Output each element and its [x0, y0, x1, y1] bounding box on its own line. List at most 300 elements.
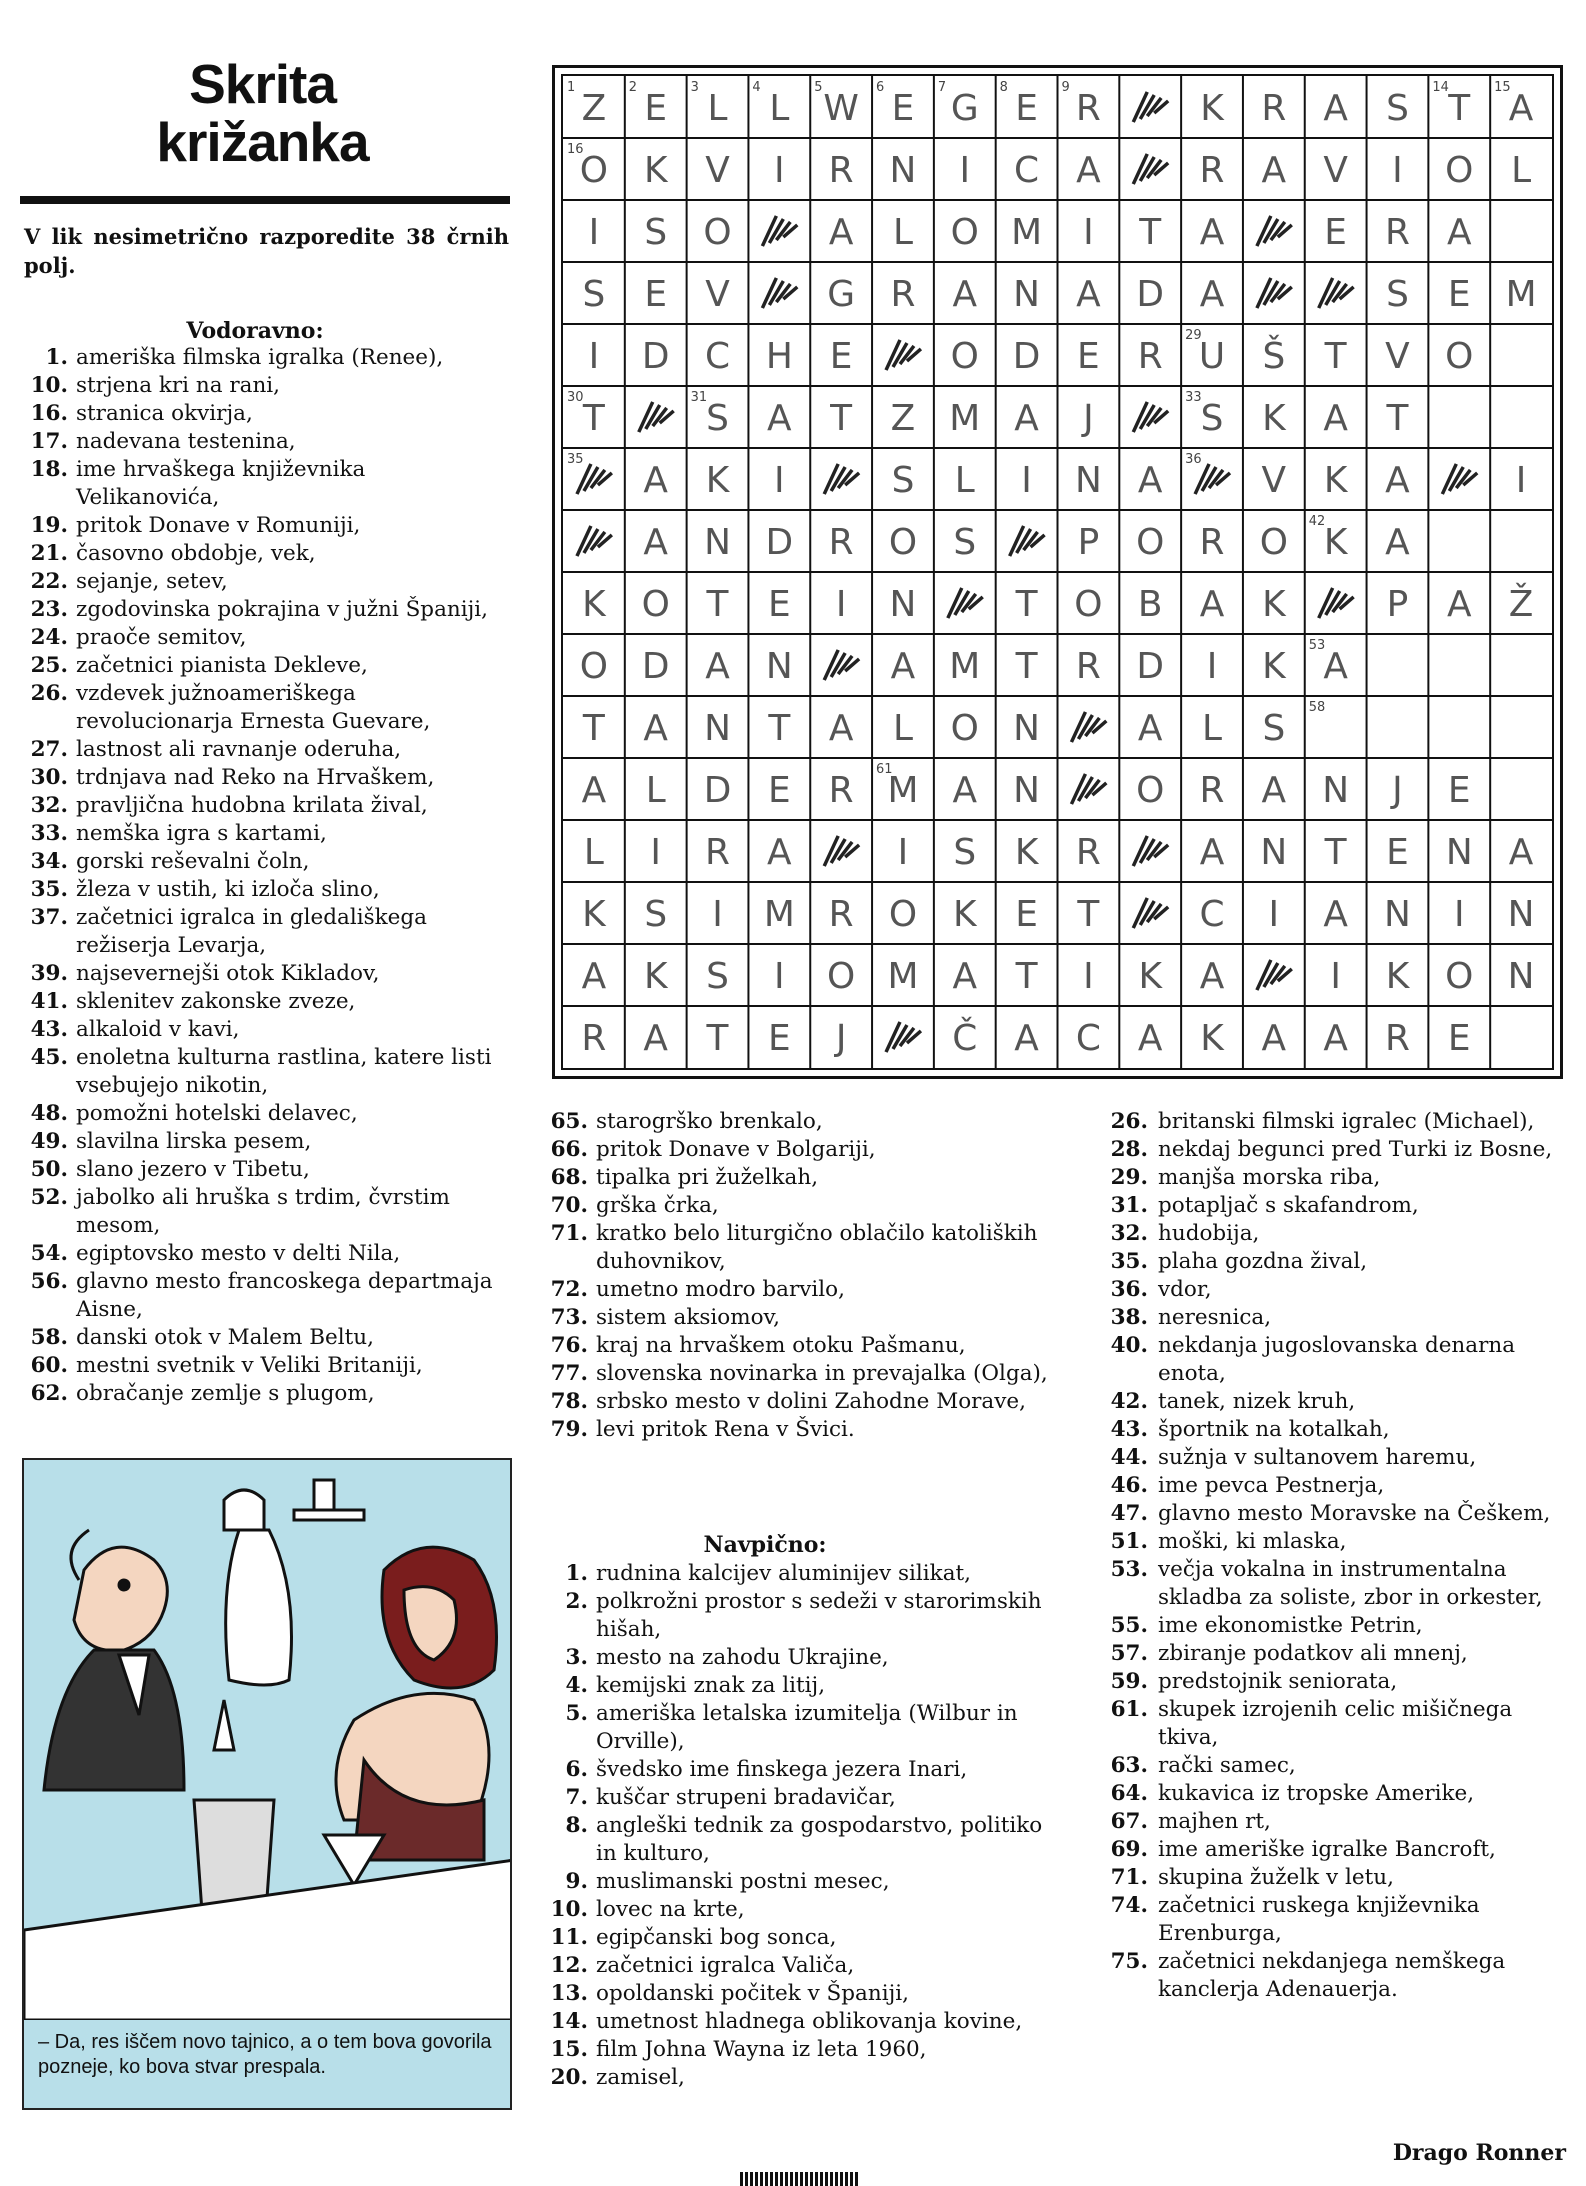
- clue-number: 34.: [30, 849, 68, 874]
- clue-item: [20, 764, 512, 792]
- clue-number: 44.: [1110, 1445, 1148, 1470]
- grid-letter: K: [1138, 955, 1162, 997]
- clue-number: 30.: [30, 765, 68, 790]
- clue-item: [1070, 1304, 1568, 1332]
- grid-letter: Z: [890, 397, 916, 439]
- grid-letter: A: [1137, 707, 1163, 749]
- grid-letter: A: [828, 707, 854, 749]
- clue-number: 47.: [1110, 1501, 1148, 1526]
- grid-number: 58: [1308, 699, 1326, 715]
- clue-text: rački samec,: [1158, 1753, 1296, 1778]
- clue-item: [20, 736, 512, 764]
- clue-item: [20, 1016, 512, 1044]
- grid-letter: N: [889, 583, 917, 625]
- clue-item: [540, 2008, 1048, 2036]
- clue-text: predstojnik seniorata,: [1158, 1669, 1398, 1694]
- clue-number: 2.: [565, 1589, 588, 1614]
- grid-letter: E: [644, 273, 668, 315]
- clue-item: [540, 2064, 1048, 2092]
- grid-letter: A: [1447, 211, 1472, 253]
- clue-number: 62.: [30, 1381, 68, 1406]
- grid-letter: E: [768, 583, 791, 625]
- clue-text: glavno mesto francoskega departmaja Aisne,: [76, 1269, 493, 1322]
- clue-item: [1070, 1808, 1568, 1836]
- clue-item: [540, 1868, 1048, 1896]
- grid-letter: W: [823, 87, 859, 129]
- clue-number: 10.: [550, 1897, 588, 1922]
- clue-item: [20, 596, 512, 624]
- clue-item: [1070, 1164, 1568, 1192]
- grid-letter: S: [706, 397, 729, 439]
- grid-letter: E: [768, 769, 791, 811]
- grid-letter: R: [1385, 1017, 1410, 1059]
- grid-letter: L: [645, 769, 666, 811]
- cartoon-caption: – Da, res iščem novo tajnico, a o tem bova govorila pozneje, ko bova stvar prespala.: [38, 2031, 492, 2078]
- clue-number: 19.: [30, 513, 68, 538]
- grid-letter: E: [644, 87, 668, 129]
- clue-number: 39.: [30, 961, 68, 986]
- grid-letter: S: [1262, 707, 1286, 749]
- clue-text: srbsko mesto v dolini Zahodne Morave,: [596, 1389, 1026, 1414]
- clue-item: [1070, 1248, 1568, 1276]
- grid-letter: Z: [581, 87, 607, 129]
- clue-text: športnik na kotalkah,: [1158, 1417, 1390, 1442]
- grid-letter: I: [1021, 459, 1032, 501]
- grid-letter: I: [835, 583, 847, 625]
- grid-letter: L: [892, 707, 913, 749]
- clue-number: 5.: [565, 1701, 588, 1726]
- clue-number: 76.: [550, 1333, 588, 1358]
- clue-text: stranica okvirja,: [76, 401, 253, 426]
- grid-letter: T: [1015, 645, 1038, 687]
- grid-letter: P: [1386, 583, 1409, 625]
- grid-number: 1: [566, 79, 576, 95]
- grid-letter: E: [829, 335, 853, 377]
- grid-letter: V: [1323, 149, 1348, 191]
- clue-number: 69.: [1110, 1837, 1148, 1862]
- grid-letter: S: [1386, 273, 1409, 315]
- grid-letter: A: [1508, 87, 1534, 129]
- clue-item: [1070, 1444, 1568, 1472]
- clue-number: 38.: [1110, 1305, 1148, 1330]
- grid-letter: A: [1199, 583, 1225, 625]
- grid-letter: T: [582, 397, 605, 439]
- clue-text: danski otok v Malem Beltu,: [76, 1325, 374, 1350]
- grid-letter: I: [1268, 893, 1280, 935]
- clue-number: 43.: [30, 1017, 68, 1042]
- grid-letter: J: [835, 1017, 847, 1059]
- grid-letter: G: [827, 273, 856, 315]
- across-heading: Vodoravno:: [186, 318, 324, 344]
- clue-text: vdor,: [1158, 1277, 1212, 1302]
- grid-letter: A: [1323, 397, 1348, 439]
- clue-number: 37.: [30, 905, 68, 930]
- clue-number: 52.: [30, 1185, 68, 1210]
- grid-letter: M: [763, 893, 795, 935]
- intro-text: V lik nesimetrično razporedite 38 črnih polj.: [24, 224, 509, 278]
- clue-text: praoče semitov,: [76, 625, 247, 650]
- clue-item: [20, 988, 512, 1016]
- clue-text: film Johna Wayna iz leta 1960,: [596, 2037, 927, 2062]
- clue-text: mestni svetnik v Veliki Britaniji,: [76, 1353, 423, 1378]
- clue-item: [1070, 1220, 1568, 1248]
- clue-number: 16.: [30, 401, 68, 426]
- grid-letter: A: [1323, 893, 1348, 935]
- grid-letter: A: [1137, 1017, 1163, 1059]
- grid-number: 6: [876, 79, 885, 95]
- clue-text: pomožni hotelski delavec,: [76, 1101, 358, 1126]
- clue-number: 72.: [550, 1277, 588, 1302]
- cartoon-drawing: [24, 1460, 512, 2020]
- clue-text: kuščar strupeni bradavičar,: [596, 1785, 896, 1810]
- grid-letter: E: [891, 87, 915, 129]
- clue-item: [20, 400, 512, 428]
- clue-text: pritok Donave v Bolgariji,: [596, 1137, 876, 1162]
- clue-number: 33.: [30, 821, 68, 846]
- clue-number: 61.: [1110, 1697, 1148, 1722]
- grid-letter: N: [1384, 893, 1411, 935]
- grid-letter: O: [579, 645, 609, 687]
- grid-letter: M: [949, 397, 981, 439]
- grid-letter: E: [1324, 211, 1347, 253]
- clue-text: švedsko ime finskega jezera Inari,: [596, 1757, 968, 1782]
- clue-number: 14.: [550, 2009, 588, 2034]
- clue-item: [20, 1100, 512, 1128]
- clue-item: [20, 512, 512, 540]
- grid-letter: A: [1323, 645, 1348, 687]
- publisher-logo: [740, 2172, 860, 2186]
- clue-number: 58.: [30, 1325, 68, 1350]
- clue-number: 53.: [1110, 1557, 1148, 1582]
- grid-letter: L: [769, 87, 790, 129]
- clue-text: kraj na hrvaškem otoku Pašmanu,: [596, 1333, 966, 1358]
- clue-number: 7.: [565, 1785, 588, 1810]
- grid-letter: I: [712, 893, 723, 935]
- grid-letter: I: [1083, 211, 1094, 253]
- clue-text: žleza v ustih, ki izloča slino,: [76, 877, 380, 902]
- grid-letter: O: [950, 211, 979, 253]
- grid-letter: A: [890, 645, 916, 687]
- grid-letter: N: [1013, 273, 1041, 315]
- grid-letter: S: [1200, 397, 1224, 439]
- clue-item: [540, 1952, 1048, 1980]
- clue-number: 65.: [550, 1109, 588, 1134]
- grid-letter: A: [643, 521, 668, 563]
- grid-letter: S: [706, 955, 729, 997]
- grid-letter: A: [1076, 273, 1101, 315]
- grid-letter: S: [953, 521, 977, 563]
- grid-letter: R: [1385, 211, 1410, 253]
- clue-text: ime ameriške igralke Bancroft,: [1158, 1837, 1496, 1862]
- clue-text: kukavica iz tropske Amerike,: [1158, 1781, 1475, 1806]
- grid-letter: R: [1199, 149, 1225, 191]
- clue-item: [540, 1784, 1048, 1812]
- clue-number: 6.: [565, 1757, 588, 1782]
- clue-text: levi pritok Rena v Švici.: [596, 1417, 855, 1442]
- grid-letter: R: [1199, 521, 1225, 563]
- clue-number: 23.: [30, 597, 68, 622]
- grid-letter: H: [765, 335, 793, 377]
- grid-letter: V: [1261, 459, 1287, 501]
- grid-letter: M: [949, 645, 981, 687]
- clue-item: [20, 568, 512, 596]
- grid-letter: A: [1137, 459, 1163, 501]
- clue-text: skupina žuželk v letu,: [1158, 1865, 1394, 1890]
- grid-number: 4: [752, 79, 761, 95]
- clue-text: zamisel,: [596, 2065, 685, 2090]
- grid-letter: A: [643, 459, 668, 501]
- clue-number: 41.: [30, 989, 68, 1014]
- clue-item: [1070, 1136, 1568, 1164]
- clue-item: [540, 1672, 1048, 1700]
- grid-letter: D: [1136, 645, 1165, 687]
- grid-letter: K: [643, 149, 668, 191]
- clue-text: nekdanja jugoslovanska denarna enota,: [1158, 1333, 1516, 1386]
- grid-letter: E: [1447, 769, 1471, 811]
- clue-number: 35.: [1110, 1249, 1148, 1274]
- clue-text: kemijski znak za litij,: [596, 1673, 826, 1698]
- grid-letter: E: [1077, 335, 1100, 377]
- grid-letter: A: [828, 211, 854, 253]
- clue-item: [540, 1924, 1048, 1952]
- clue-text: majhen rt,: [1158, 1809, 1271, 1834]
- clue-number: 60.: [30, 1353, 68, 1378]
- grid-letter: A: [581, 769, 607, 811]
- grid-letter: A: [952, 769, 978, 811]
- grid-letter: K: [705, 459, 730, 501]
- clue-number: 56.: [30, 1269, 68, 1294]
- clue-item: [20, 680, 512, 736]
- clue-number: 36.: [1110, 1277, 1148, 1302]
- grid-letter: L: [1202, 707, 1223, 749]
- clue-text: grška črka,: [596, 1193, 719, 1218]
- grid-letter: R: [1075, 87, 1101, 129]
- clue-item: [548, 1360, 1048, 1388]
- grid-letter: I: [1083, 955, 1094, 997]
- grid-number: 15: [1494, 79, 1511, 95]
- grid-letter: A: [1261, 769, 1287, 811]
- grid-number: 29: [1185, 327, 1202, 343]
- grid-letter: V: [705, 149, 730, 191]
- grid-letter: I: [774, 459, 785, 501]
- clue-item: [20, 1268, 512, 1324]
- clue-text: najsevernejši otok Kikladov,: [76, 961, 380, 986]
- clue-item: [1070, 1948, 1568, 2004]
- clue-text: egiptovsko mesto v delti Nila,: [76, 1241, 401, 1266]
- clue-text: kratko belo liturgično oblačilo katoliških duhovnikov,: [596, 1221, 1038, 1274]
- grid-letter: I: [1206, 645, 1218, 687]
- grid-letter: T: [706, 583, 729, 625]
- grid-number: 5: [814, 79, 823, 95]
- clue-item: [1070, 1388, 1568, 1416]
- clue-item: [20, 960, 512, 988]
- clue-text: nekdaj begunci pred Turki iz Bosne,: [1158, 1137, 1553, 1162]
- clue-number: 11.: [550, 1925, 588, 1950]
- clue-text: pritok Donave v Romuniji,: [76, 513, 361, 538]
- clue-number: 75.: [1110, 1949, 1148, 1974]
- clue-text: večja vokalna in instrumentalna skladba za soliste, zbor in orkester,: [1158, 1557, 1543, 1610]
- clue-item: [540, 1588, 1048, 1644]
- grid-letter: A: [1447, 583, 1472, 625]
- clue-item: [20, 540, 512, 568]
- clue-item: [1070, 1332, 1568, 1388]
- clue-item: [548, 1276, 1048, 1304]
- clue-item: [1070, 1668, 1568, 1696]
- down-clues-right: [1070, 1108, 1568, 2004]
- clue-text: starogrško brenkalo,: [596, 1109, 823, 1134]
- grid-letter: A: [581, 955, 607, 997]
- clue-text: britanski filmski igralec (Michael),: [1158, 1109, 1535, 1134]
- grid-letter: M: [887, 955, 919, 997]
- grid-letter: T: [1139, 211, 1162, 253]
- across-clues-continued: [548, 1108, 1048, 1444]
- clue-item: [1070, 1528, 1568, 1556]
- clue-text: začetnici nekdanjega nemškega kanclerja Adenauerja.: [1158, 1949, 1506, 2002]
- down-heading: Navpično:: [703, 1532, 827, 1558]
- grid-letter: S: [644, 211, 668, 253]
- clue-number: 31.: [1110, 1193, 1148, 1218]
- clue-item: [1070, 1836, 1568, 1864]
- clue-text: neresnica,: [1158, 1305, 1272, 1330]
- grid-letter: R: [705, 831, 730, 873]
- clue-text: sklenitev zakonske zveze,: [76, 989, 356, 1014]
- clue-number: 79.: [550, 1417, 588, 1442]
- grid-letter: K: [1200, 1017, 1224, 1059]
- clue-item: [548, 1108, 1048, 1136]
- clue-item: [20, 1352, 512, 1380]
- clue-text: glavno mesto Moravske na Češkem,: [1158, 1501, 1551, 1526]
- grid-letter: T: [1077, 893, 1100, 935]
- clue-item: [1070, 1192, 1568, 1220]
- clue-number: 68.: [550, 1165, 588, 1190]
- grid-letter: R: [1137, 335, 1163, 377]
- clue-number: 3.: [565, 1645, 588, 1670]
- grid-letter: P: [1077, 521, 1100, 563]
- grid-letter: Š: [1262, 335, 1286, 377]
- clue-item: [20, 792, 512, 820]
- grid-letter: D: [641, 335, 670, 377]
- clue-item: [548, 1164, 1048, 1192]
- grid-letter: Ž: [1508, 583, 1534, 625]
- grid-letter: O: [827, 955, 856, 997]
- clue-text: egipčanski bog sonca,: [596, 1925, 837, 1950]
- grid-letter: A: [1385, 459, 1410, 501]
- clue-number: 26.: [30, 681, 68, 706]
- clue-number: 73.: [550, 1305, 588, 1330]
- cartoon-illustration: [22, 1458, 512, 2110]
- grid-number: 8: [999, 79, 1008, 95]
- grid-letter: I: [1392, 149, 1403, 191]
- clue-item: [20, 344, 512, 372]
- clue-item: [540, 1644, 1048, 1672]
- grid-number: 7: [937, 79, 947, 95]
- clue-number: 29.: [1110, 1165, 1148, 1190]
- clue-item: [20, 624, 512, 652]
- grid-letter: N: [704, 707, 731, 749]
- clue-text: ime pevca Pestnerja,: [1158, 1473, 1385, 1498]
- clue-item: [20, 820, 512, 848]
- grid-letter: K: [1200, 87, 1224, 129]
- grid-letter: N: [1074, 459, 1102, 501]
- clue-number: 10.: [30, 373, 68, 398]
- clue-item: [1070, 1500, 1568, 1528]
- grid-letter: N: [889, 149, 917, 191]
- clue-text: ameriška filmska igralka (Renee),: [76, 345, 444, 370]
- grid-number: 16: [566, 141, 584, 157]
- clue-number: 54.: [30, 1241, 68, 1266]
- clue-number: 42.: [1110, 1389, 1148, 1414]
- clue-text: tanek, nizek kruh,: [1158, 1389, 1356, 1414]
- grid-letter: A: [1199, 211, 1225, 253]
- clue-item: [20, 1240, 512, 1268]
- grid-letter: V: [1385, 335, 1410, 377]
- clue-text: skupek izrojenih celic mišičnega tkiva,: [1158, 1697, 1513, 1750]
- grid-letter: N: [1445, 831, 1473, 873]
- grid-letter: I: [774, 149, 785, 191]
- grid-letter: L: [892, 211, 913, 253]
- clue-number: 66.: [550, 1137, 588, 1162]
- clue-item: [540, 1560, 1048, 1588]
- grid-letter: D: [641, 645, 670, 687]
- grid-letter: R: [1199, 769, 1225, 811]
- clue-number: 49.: [30, 1129, 68, 1154]
- clue-number: 27.: [30, 737, 68, 762]
- grid-letter: N: [704, 521, 731, 563]
- clue-item: [548, 1332, 1048, 1360]
- clue-number: 43.: [1110, 1417, 1148, 1442]
- grid-letter: I: [774, 955, 785, 997]
- grid-letter: A: [1199, 831, 1225, 873]
- grid-letter: E: [1015, 893, 1038, 935]
- grid-letter: R: [890, 273, 916, 315]
- grid-letter: N: [1322, 769, 1350, 811]
- grid-letter: E: [1386, 831, 1409, 873]
- title-line-2: križanka: [156, 111, 369, 173]
- grid-letter: A: [643, 707, 668, 749]
- clue-item: [20, 456, 512, 512]
- clue-number: 32.: [30, 793, 68, 818]
- grid-number: 31: [690, 389, 708, 405]
- grid-letter: L: [954, 459, 975, 501]
- clue-text: muslimanski postni mesec,: [596, 1869, 890, 1894]
- grid-letter: L: [583, 831, 604, 873]
- grid-letter: K: [1323, 459, 1348, 501]
- clue-item: [20, 372, 512, 400]
- grid-letter: I: [588, 335, 600, 377]
- grid-letter: E: [1015, 87, 1038, 129]
- clue-number: 70.: [550, 1193, 588, 1218]
- clue-item: [20, 1044, 512, 1100]
- grid-letter: I: [1453, 893, 1465, 935]
- clue-number: 67.: [1110, 1809, 1148, 1834]
- grid-letter: I: [897, 831, 909, 873]
- clue-text: ime hrvaškega književnika Velikanovića,: [76, 457, 366, 510]
- grid-letter: T: [706, 1017, 729, 1059]
- clue-text: polkrožni prostor s sedeži v starorimskih hišah,: [596, 1589, 1042, 1642]
- grid-letter: Č: [952, 1017, 978, 1059]
- clue-number: 24.: [30, 625, 68, 650]
- grid-number: 42: [1308, 513, 1326, 529]
- author-name: Drago Ronner: [1392, 2140, 1566, 2166]
- clue-number: 63.: [1110, 1753, 1148, 1778]
- grid-letter: A: [1014, 1017, 1039, 1059]
- clue-item: [20, 1156, 512, 1184]
- grid-letter: D: [1136, 273, 1165, 315]
- grid-letter: O: [641, 583, 670, 625]
- clue-item: [540, 1756, 1048, 1784]
- grid-letter: T: [1448, 87, 1471, 129]
- grid-letter: M: [887, 769, 919, 811]
